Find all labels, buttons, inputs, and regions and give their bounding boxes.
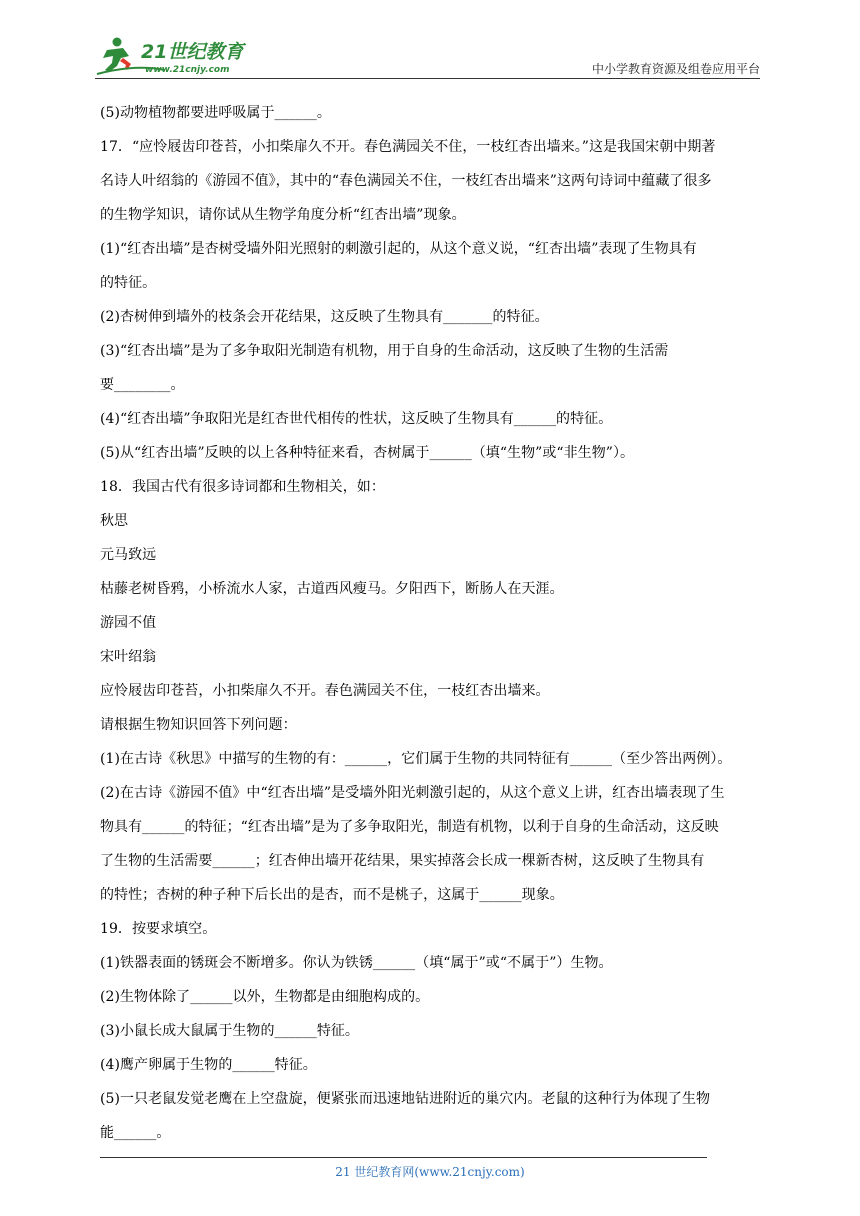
text-line: 了生物的生活需要______；红杏伸出墙开花结果，果实掉落会长成一棵新杏树，这反映了生物具有: [100, 853, 705, 869]
question-19-stem: 19．按要求填空。: [100, 921, 217, 937]
poem-text: 应怜屐齿印苍苔，小扣柴扉久不开。春色满园关不住，一枝红杏出墙来。: [100, 683, 550, 699]
site-logo: [95, 34, 260, 78]
poem-title: 游园不值: [100, 615, 157, 631]
document-body: [100, 96, 766, 1150]
header-tagline: 中小学教育资源及组卷应用平台: [591, 62, 760, 76]
text-line: 请根据生物知识回答下列问题：: [100, 717, 297, 733]
poem-text: 枯藤老树昏鸦，小桥流水人家，古道西风瘦马。夕阳西下，断肠人在天涯。: [100, 581, 564, 597]
text-line: (1)在古诗《秋思》中描写的生物的有：______，它们属于生物的共同特征有______（至少答出两例）。: [100, 751, 732, 767]
text-line: 能______。: [100, 1125, 171, 1141]
footer-divider: [100, 1157, 707, 1158]
question-17-stem: 17．“应怜屐齿印苍苔，小扣柴扉久不开。春色满园关不住，一枝红杏出墙来。”这是我国宋朝中期著: [100, 139, 716, 155]
text-line: (2)杏树伸到墙外的枝条会开花结果，这反映了生物具有_______的特征。: [100, 309, 549, 325]
text-line: (4)鹰产卵属于生物的______特征。: [100, 1057, 317, 1073]
text-line: (1)铁器表面的锈斑会不断增多。你认为铁锈______（填“属于”或“不属于”）生物。: [100, 955, 613, 971]
text-line: 的生物学知识，请你试从生物学角度分析“红杏出墙”现象。: [100, 207, 466, 223]
question-18-stem: 18．我国古代有很多诗词都和生物相关，如：: [100, 479, 385, 495]
text-line: (3)小鼠长成大鼠属于生物的______特征。: [100, 1023, 359, 1039]
text-line: (1)“红杏出墙”是杏树受墙外阳光照射的刺激引起的，从这个意义说，“红杏出墙”表现了生物具有: [100, 241, 697, 257]
text-line: 物具有______的特征；“红杏出墙”是为了多争取阳光，制造有机物，以利于自身的生命活动，这反映: [100, 819, 719, 835]
text-line: 要________。: [100, 377, 185, 393]
text-line: (5)从“红杏出墙”反映的以上各种特征来看，杏树属于______（填“生物”或“非生物”）。: [100, 445, 635, 461]
text-line: (2)生物体除了______以外，生物都是由细胞构成的。: [100, 989, 430, 1005]
text-line: (5)动物植物都要进呼吸属于______。: [100, 105, 331, 121]
logo-url-text: www.21cnjy.com: [145, 65, 230, 75]
text-line: (4)“红杏出墙”争取阳光是红杏世代相传的性状，这反映了生物具有______的特征。: [100, 411, 613, 427]
text-line: 的特性；杏树的种子种下后长出的是杏，而不是桃子，这属于______现象。: [100, 887, 564, 903]
text-line: (5)一只老鼠发觉老鹰在上空盘旋，便紧张而迅速地钻进附近的巢穴内。老鼠的这种行为体现了生物: [100, 1091, 711, 1107]
poem-author: 元马致远: [100, 547, 157, 563]
logo-main-text: 21世纪教育: [141, 41, 244, 63]
header-divider: [95, 78, 760, 79]
text-line: 的特征。: [100, 275, 157, 291]
text-line: 名诗人叶绍翁的《游园不值》，其中的“春色满园关不住，一枝红杏出墙来”这两句诗词中蕴藏了很多: [100, 173, 712, 189]
page-header: [95, 34, 760, 80]
text-line: (2)在古诗《游园不值》中“红杏出墙”是受墙外阳光刺激引起的，从这个意义上讲，红杏出墙表现了生: [100, 785, 725, 801]
poem-author: 宋叶绍翁: [100, 649, 157, 665]
footer-link[interactable]: 21 世纪教育网(www.21cnjy.com): [335, 1165, 525, 1179]
text-line: (3)“红杏出墙”是为了多争取阳光制造有机物，用于自身的生命活动，这反映了生物的生活需: [100, 343, 669, 359]
poem-title: 秋思: [100, 513, 129, 529]
